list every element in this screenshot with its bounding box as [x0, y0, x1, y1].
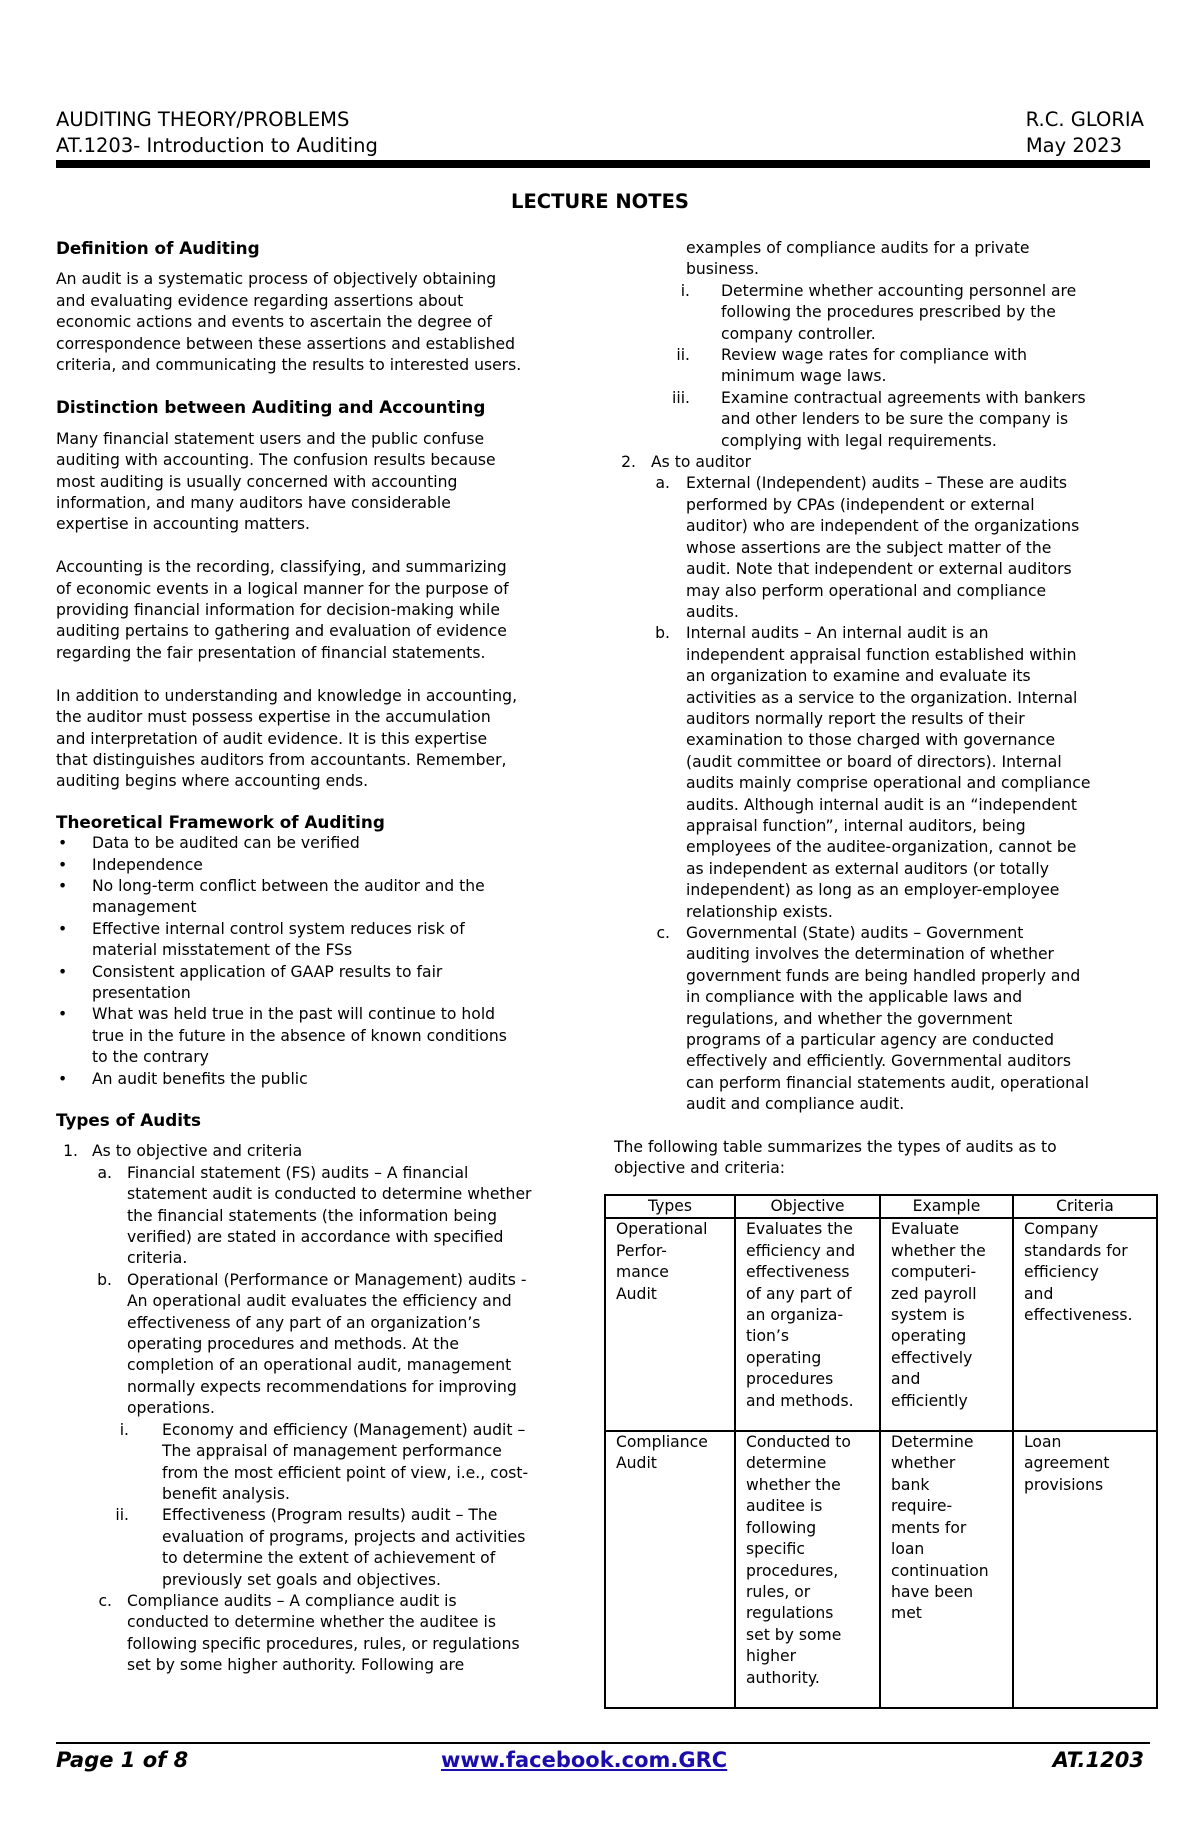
- text-line: Examine contractual agreements with bankers: [721, 388, 1086, 407]
- text-line: to determine the extent of achievement of: [162, 1549, 496, 1568]
- text-line: examples of compliance audits for a private: [686, 239, 1030, 257]
- text-line: determine: [746, 1454, 827, 1473]
- table-body: [605, 1218, 1157, 1708]
- framework-item: [56, 876, 586, 919]
- text-line: true in the future in the absence of known conditions: [92, 1026, 507, 1045]
- text-line: normally expects recommendations for improving: [127, 1377, 517, 1396]
- text-line: audit and compliance audit.: [686, 1095, 905, 1114]
- text-line: completion of an operational audit, management: [127, 1356, 512, 1375]
- header-line-1: [56, 108, 1144, 131]
- text-line: Operational: [616, 1220, 708, 1239]
- table-cell: [880, 1431, 1013, 1708]
- text-line: previously set goals and objectives.: [162, 1570, 441, 1589]
- column-header-objective: Objective: [735, 1195, 880, 1218]
- header-date: May 2023: [1025, 134, 1122, 157]
- course-title: AUDITING THEORY/PROBLEMS: [56, 108, 350, 131]
- text-line: activities as a service to the organization. Internal: [686, 688, 1078, 707]
- text-line: tion’s: [746, 1327, 789, 1346]
- text-line: met: [891, 1604, 922, 1623]
- text-line: conducted to determine whether the auditee is: [127, 1613, 496, 1632]
- text-line: effectiveness.: [1024, 1306, 1133, 1325]
- text-line: Determine: [891, 1433, 974, 1452]
- text-line: regulations: [746, 1604, 834, 1623]
- text-line: standards for: [1024, 1241, 1128, 1260]
- footer: [56, 1748, 1144, 1772]
- text-line: auditing pertains to gathering and evaluation of evidence: [56, 622, 507, 641]
- text-line: audits. Although internal audit is an “independent: [686, 795, 1077, 814]
- table-cell: [880, 1218, 1013, 1431]
- text-line: whether the: [746, 1475, 841, 1494]
- text-line: operating procedures and methods. At the: [127, 1335, 459, 1354]
- text-line: whether: [891, 1454, 956, 1473]
- text-line: Internal audits – An internal audit is an: [686, 624, 989, 643]
- list-marker: i.: [119, 1420, 129, 1439]
- left-column: [56, 238, 586, 1677]
- text-line: effectiveness of any part of an organization’s: [127, 1313, 481, 1332]
- types-item-2-label: As to auditor: [651, 453, 752, 472]
- text-line: examination to those charged with governance: [686, 731, 1056, 750]
- text-line: procedures,: [746, 1561, 839, 1580]
- text-line: efficiently: [891, 1391, 968, 1410]
- text-line: statement audit is conducted to determine whether: [127, 1185, 532, 1204]
- text-line: (audit committee or board of directors). Internal: [686, 752, 1062, 771]
- text-line: complying with legal requirements.: [721, 431, 997, 450]
- text-line: Economy and efficiency (Management) audit –: [162, 1420, 526, 1439]
- text-line: as independent as external auditors (or totally: [686, 859, 1049, 878]
- compliance-example-2-text: [721, 345, 1154, 388]
- text-line: regarding the fair presentation of financial statements.: [56, 643, 486, 662]
- text-line: continuation: [891, 1561, 989, 1580]
- text-line: employees of the auditee-organization, cannot be: [686, 838, 1077, 857]
- text-line: information, and many auditors have considerable: [56, 494, 451, 513]
- text-line: minimum wage laws.: [721, 367, 887, 386]
- page-title: LECTURE NOTES: [511, 190, 689, 213]
- text-line: • No long-term conflict between the auditor and the: [92, 876, 485, 895]
- text-line: most auditing is usually concerned with accounting: [56, 472, 458, 491]
- text-line: ments for: [891, 1518, 967, 1537]
- text-line: and: [1024, 1284, 1054, 1303]
- distinction-paragraph-1: [56, 429, 586, 536]
- framework-item: [56, 855, 586, 876]
- text-line: require-: [891, 1497, 953, 1516]
- list-marker: 1.: [63, 1142, 78, 1161]
- text-line: benefit analysis.: [162, 1484, 290, 1503]
- text-line: correspondence between these assertions and established: [56, 334, 516, 353]
- text-line: and: [891, 1370, 921, 1389]
- text-line: Conducted to: [746, 1433, 851, 1452]
- list-marker: c.: [98, 1591, 112, 1610]
- text-line: bank: [891, 1475, 930, 1494]
- text-line: operations.: [127, 1399, 215, 1418]
- economy-audit-text: [162, 1420, 586, 1506]
- text-line: An audit is a systematic process of objectively obtaining: [56, 270, 497, 289]
- right-column: [614, 238, 1154, 1179]
- text-line: audits.: [686, 602, 739, 621]
- text-line: • Data to be audited can be verified: [92, 834, 360, 853]
- text-line: to the contrary: [92, 1048, 209, 1067]
- table-cell: [605, 1431, 735, 1708]
- types-item-1: [56, 1141, 586, 1162]
- framework-item: [56, 1004, 586, 1068]
- text-line: business.: [686, 260, 759, 279]
- text-line: effectiveness: [746, 1263, 850, 1282]
- compliance-examples-intro: [614, 238, 1154, 281]
- text-line: verified) are stated in accordance with specified: [127, 1228, 504, 1247]
- text-line: Financial statement (FS) audits – A financial: [127, 1163, 469, 1182]
- list-marker: 2.: [621, 453, 636, 472]
- text-line: of any part of: [746, 1284, 852, 1303]
- compliance-example-2: [614, 345, 1154, 388]
- text-line: Compliance audits – A compliance audit is: [127, 1591, 457, 1610]
- text-line: Operational (Performance or Management) audits -: [127, 1270, 527, 1289]
- text-line: independent appraisal function established within: [686, 645, 1077, 664]
- table-cell: [1013, 1431, 1157, 1708]
- text-line: material misstatement of the FSs: [92, 941, 353, 960]
- text-line: following the procedures prescribed by the: [721, 303, 1056, 322]
- framework-item: [56, 962, 586, 1005]
- audit-types-table: [604, 1194, 1158, 1709]
- text-line: effectively: [891, 1348, 973, 1367]
- text-line: operating: [891, 1327, 967, 1346]
- text-line: of economic events in a logical manner for the purpose of: [56, 579, 509, 598]
- text-line: company controller.: [721, 324, 876, 343]
- fs-audit-text: [127, 1163, 586, 1270]
- text-line: • What was held true in the past will continue to hold: [92, 1005, 496, 1024]
- facebook-link[interactable]: www.facebook.com.GRC: [441, 1748, 728, 1772]
- framework-heading: Theoretical Framework of Auditing: [56, 811, 385, 832]
- column-header-types: Types: [605, 1195, 735, 1218]
- table-row: [605, 1218, 1157, 1431]
- list-marker: i.: [680, 281, 690, 300]
- table-row: [605, 1431, 1157, 1708]
- text-line: loan: [891, 1540, 925, 1559]
- text-line: that distinguishes auditors from accountants. Remember,: [56, 750, 507, 769]
- text-line: set by some: [746, 1625, 842, 1644]
- table-cell: [735, 1431, 880, 1708]
- external-audit-text: [686, 473, 1154, 623]
- text-line: higher: [746, 1647, 797, 1666]
- page-number: Page 1 of 8: [56, 1748, 189, 1772]
- text-line: mance: [616, 1263, 669, 1282]
- text-line: auditors normally report the results of their: [686, 709, 1025, 728]
- table-header-row: [605, 1195, 1157, 1218]
- text-line: system is: [891, 1306, 965, 1325]
- framework-list: [56, 833, 586, 1090]
- text-line: Audit: [616, 1284, 657, 1303]
- column-header-criteria: Criteria: [1013, 1195, 1157, 1218]
- text-line: audits mainly comprise operational and compliance: [686, 774, 1091, 793]
- text-line: authority.: [746, 1668, 820, 1687]
- text-line: zed payroll: [891, 1284, 977, 1303]
- text-line: Perfor-: [616, 1241, 667, 1260]
- text-line: Company: [1024, 1220, 1099, 1239]
- text-line: Governmental (State) audits – Government: [686, 924, 1024, 942]
- internal-audit-item: [614, 623, 1154, 923]
- text-line: expertise in accounting matters.: [56, 515, 310, 534]
- text-line: auditor) who are independent of the organizations: [686, 517, 1080, 536]
- text-line: auditing involves the determination of whether: [686, 945, 1054, 964]
- text-line: economic actions and events to ascertain the degree of: [56, 313, 492, 332]
- framework-item: [56, 1069, 586, 1090]
- list-marker: ii.: [676, 346, 690, 365]
- text-line: an organization to examine and evaluate its: [686, 667, 1031, 686]
- types-item-1-label: As to objective and criteria: [92, 1142, 303, 1161]
- effectiveness-audit-item: [56, 1505, 586, 1591]
- footer-rule: [56, 1742, 1150, 1744]
- text-line: Many financial statement users and the public confuse: [56, 429, 485, 448]
- text-line: computeri-: [891, 1263, 977, 1282]
- text-line: specific: [746, 1540, 805, 1559]
- table-cell: [605, 1218, 735, 1431]
- text-line: Evaluate: [891, 1220, 960, 1239]
- text-line: auditee is: [746, 1497, 823, 1516]
- topic-title: AT.1203- Introduction to Auditing: [56, 134, 378, 157]
- fs-audit-item: [56, 1163, 586, 1270]
- compliance-example-3-text: [721, 388, 1154, 452]
- text-line: operating: [746, 1348, 822, 1367]
- text-line: and evaluating evidence regarding assertions about: [56, 291, 464, 310]
- text-line: the financial statements (the information being: [127, 1206, 498, 1225]
- text-line: from the most efficient point of view, i.e., cost-: [162, 1463, 529, 1482]
- list-marker: a.: [97, 1163, 112, 1182]
- framework-item: [56, 833, 586, 854]
- text-line: can perform financial statements audit, operational: [686, 1073, 1089, 1092]
- text-line: whether the: [891, 1241, 986, 1260]
- author-name: R.C. GLORIA: [1025, 108, 1144, 131]
- text-line: independent) as long as an employer-employee: [686, 881, 1060, 900]
- text-line: presentation: [92, 983, 191, 1002]
- compliance-example-1: [614, 281, 1154, 345]
- text-line: and interpretation of audit evidence. It is this expertise: [56, 729, 488, 748]
- text-line: objective and criteria:: [614, 1159, 786, 1178]
- text-line: Review wage rates for compliance with: [721, 346, 1028, 365]
- list-marker: c.: [656, 924, 670, 942]
- types-heading: Types of Audits: [56, 1110, 201, 1130]
- list-marker: b.: [97, 1270, 112, 1289]
- compliance-example-1-text: [721, 281, 1154, 345]
- external-audit-item: [614, 473, 1154, 623]
- text-line: External (Independent) audits – These are audits: [686, 474, 1067, 493]
- text-line: effectively and efficiently. Governmental auditors: [686, 1052, 1071, 1071]
- internal-audit-text: [686, 623, 1154, 923]
- compliance-audit-text: [127, 1591, 586, 1677]
- list-marker: ii.: [115, 1506, 129, 1525]
- operational-audit-text: [127, 1270, 586, 1420]
- header-line-2: [56, 134, 1144, 157]
- definition-heading: Definition of Auditing: [56, 238, 260, 258]
- text-line: Compliance: [616, 1433, 708, 1452]
- types-item-2: [614, 452, 1154, 473]
- definition-text: [56, 269, 586, 376]
- text-line: and methods.: [746, 1391, 854, 1410]
- text-line: whose assertions are the subject matter of the: [686, 538, 1052, 557]
- text-line: may also perform operational and compliance: [686, 581, 1047, 600]
- text-line: auditing with accounting. The confusion results because: [56, 451, 496, 470]
- text-line: The appraisal of management performance: [162, 1442, 502, 1461]
- text-line: Effectiveness (Program results) audit – The: [162, 1506, 498, 1525]
- text-line: • An audit benefits the public: [92, 1069, 308, 1088]
- framework-item: [56, 919, 586, 962]
- text-line: Loan: [1024, 1433, 1062, 1452]
- text-line: The following table summarizes the types of audits as to: [614, 1137, 1057, 1156]
- text-line: efficiency and: [746, 1241, 856, 1260]
- text-line: have been: [891, 1582, 974, 1601]
- text-line: performed by CPAs (independent or external: [686, 495, 1035, 514]
- distinction-paragraph-3: [56, 686, 586, 793]
- table-intro: [614, 1137, 1154, 1180]
- list-marker: b.: [655, 624, 670, 643]
- governmental-audit-item: [614, 923, 1154, 1116]
- text-line: and other lenders to be sure the company is: [721, 410, 1069, 429]
- text-line: criteria.: [127, 1249, 188, 1268]
- text-line: an organiza-: [746, 1306, 844, 1325]
- distinction-heading: Distinction between Auditing and Accounting: [56, 397, 486, 418]
- text-line: Determine whether accounting personnel are: [721, 281, 1077, 300]
- text-line: rules, or: [746, 1582, 811, 1601]
- text-line: An operational audit evaluates the efficiency and: [127, 1292, 512, 1311]
- economy-audit-item: [56, 1420, 586, 1506]
- text-line: relationship exists.: [686, 902, 833, 921]
- text-line: efficiency: [1024, 1263, 1099, 1282]
- text-line: • Effective internal control system reduces risk of: [92, 919, 465, 938]
- text-line: provisions: [1024, 1475, 1104, 1494]
- text-line: regulations, and whether the government: [686, 1009, 1013, 1028]
- text-line: in compliance with the applicable laws and: [686, 988, 1023, 1007]
- text-line: government funds are being handled properly and: [686, 966, 1081, 985]
- effectiveness-audit-text: [162, 1505, 586, 1591]
- text-line: criteria, and communicating the results to interested users.: [56, 356, 522, 375]
- text-line: following: [746, 1518, 817, 1537]
- text-line: agreement: [1024, 1454, 1110, 1473]
- text-line: set by some higher authority. Following are: [127, 1656, 465, 1675]
- text-line: Audit: [616, 1454, 657, 1473]
- text-line: • Consistent application of GAAP results to fair: [92, 962, 443, 981]
- text-line: evaluation of programs, projects and activities: [162, 1527, 526, 1546]
- header-rule: [56, 160, 1150, 168]
- table-cell: [735, 1218, 880, 1431]
- text-line: Accounting is the recording, classifying, and summarizing: [56, 558, 507, 577]
- compliance-audit-item: [56, 1591, 586, 1677]
- distinction-paragraph-2: [56, 557, 586, 664]
- text-line: Evaluates the: [746, 1220, 853, 1239]
- text-line: audit. Note that independent or external auditors: [686, 560, 1072, 579]
- text-line: appraisal function”, internal auditors, being: [686, 816, 1026, 835]
- operational-audit-item: [56, 1270, 586, 1420]
- text-line: providing financial information for decision-making while: [56, 601, 500, 620]
- text-line: programs of a particular agency are conducted: [686, 1031, 1054, 1050]
- list-marker: iii.: [672, 388, 690, 407]
- text-line: following specific procedures, rules, or regulations: [127, 1634, 520, 1653]
- text-line: the auditor must possess expertise in the accumulation: [56, 708, 491, 727]
- governmental-audit-text: [686, 923, 1154, 1116]
- list-marker: a.: [655, 474, 670, 493]
- text-line: management: [92, 898, 197, 917]
- column-header-example: Example: [880, 1195, 1013, 1218]
- compliance-example-3: [614, 388, 1154, 452]
- course-code: AT.1203: [1052, 1748, 1144, 1772]
- text-line: In addition to understanding and knowledge in accounting,: [56, 686, 518, 705]
- text-line: auditing begins where accounting ends.: [56, 772, 369, 791]
- table-cell: [1013, 1218, 1157, 1431]
- text-line: • Independence: [92, 855, 203, 874]
- text-line: procedures: [746, 1370, 834, 1389]
